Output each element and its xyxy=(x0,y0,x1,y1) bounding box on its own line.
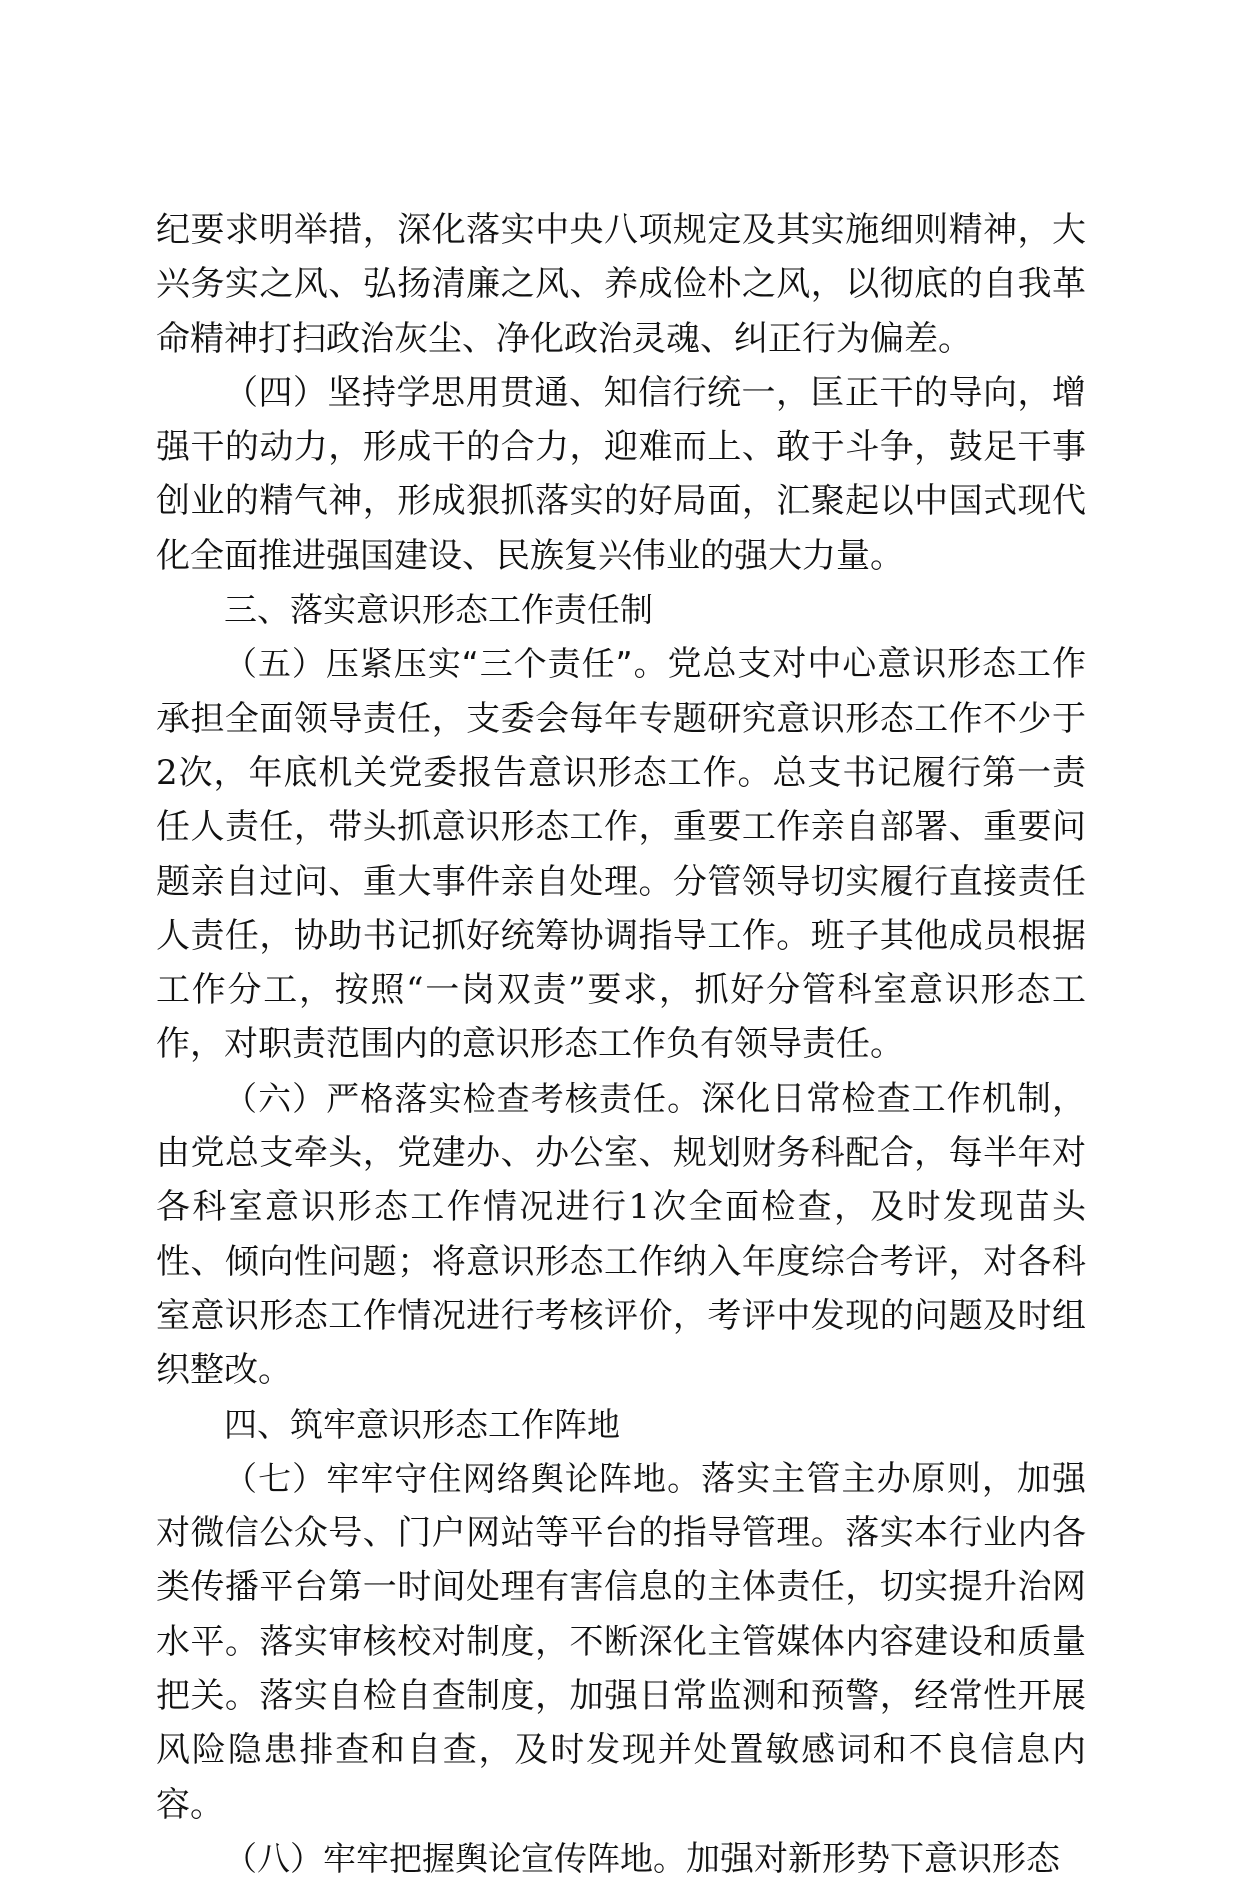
paragraph-lead: （六）严格落实检查考核责任。 xyxy=(224,1078,702,1118)
paragraph-text: 深化日常检查工作机制，由党总支牵头，党建办、办公室、规划财务科配合，每半年对各科室意识形态工作情况进行1次全面检查，及时发现苗头性、倾向性问题；将意识形态工作纳入年度综合考评，对各科室意识形态工作情况进行考核评价，考评中发现的问题及时组织整改。 xyxy=(156,1078,1087,1391)
section-heading-4 xyxy=(156,1398,1086,1452)
paragraph-item-8 xyxy=(156,1832,1086,1886)
heading-text: 四、筑牢意识形态工作阵地 xyxy=(224,1404,620,1444)
paragraph-text: （四）坚持学思用贯通、知信行统一，匡正干的导向，增强干的动力，形成干的合力，迎难而上、敢于斗争，鼓足干事创业的精气神，形成狠抓落实的好局面，汇聚起以中国式现代化全面推进强国建设、民族复兴伟业的强大力量。 xyxy=(156,372,1086,576)
paragraph-item-4 xyxy=(156,366,1086,583)
paragraph-item-5 xyxy=(156,637,1086,1071)
paragraph-text: 加强对新形势下意识形态 xyxy=(686,1838,1060,1879)
paragraph-text: 党总支对中心意识形态工作承担全面领导责任，支委会每年专题研究意识形态工作不少于2次，年底机关党委报告意识形态工作。总支书记履行第一责任人责任，带头抓意识形态工作，重要工作亲自部署、重要问题亲自过问、重大事件亲自处理。分管领导切实履行直接责任人责任，协助书记抓好统筹协调指导工作。班子其他成员根据工作分工，按照“一岗双责”要求，抓好分管科室意识形态工作，对职责范围内的意识形态工作负有领导责任。 xyxy=(156,644,1087,1065)
heading-text: 三、落实意识形态工作责任制 xyxy=(224,590,653,630)
paragraph-text: 纪要求明举措，深化落实中央八项规定及其实施细则精神，大兴务实之风、弘扬清廉之风、养成俭朴之风，以彻底的自我革命精神打扫政治灰尘、净化政治灵魂、纠正行为偏差。 xyxy=(156,210,1086,359)
paragraph-lead: （八）牢牢把握舆论宣传阵地。 xyxy=(224,1838,686,1878)
paragraph-item-7 xyxy=(156,1452,1086,1832)
paragraph-lead: （七）牢牢守住网络舆论阵地。 xyxy=(224,1458,702,1498)
document-body xyxy=(156,203,1086,1886)
paragraph-lead: （五）压紧压实“三个责任”。 xyxy=(224,644,668,684)
paragraph-item-6 xyxy=(156,1072,1086,1398)
section-heading-3 xyxy=(156,583,1086,637)
paragraph-text: 落实主管主办原则，加强对微信公众号、门户网站等平台的指导管理。落实本行业内各类传播平台第一时间处理有害信息的主体责任，切实提升治网水平。落实审核校对制度，不断深化主管媒体内容建设和质量把关。落实自检自查制度，加强日常监测和预警，经常性开展风险隐患排查和自查，及时发现并处置敏感词和不良信息内容。 xyxy=(156,1458,1087,1825)
paragraph-continuation xyxy=(156,203,1086,366)
